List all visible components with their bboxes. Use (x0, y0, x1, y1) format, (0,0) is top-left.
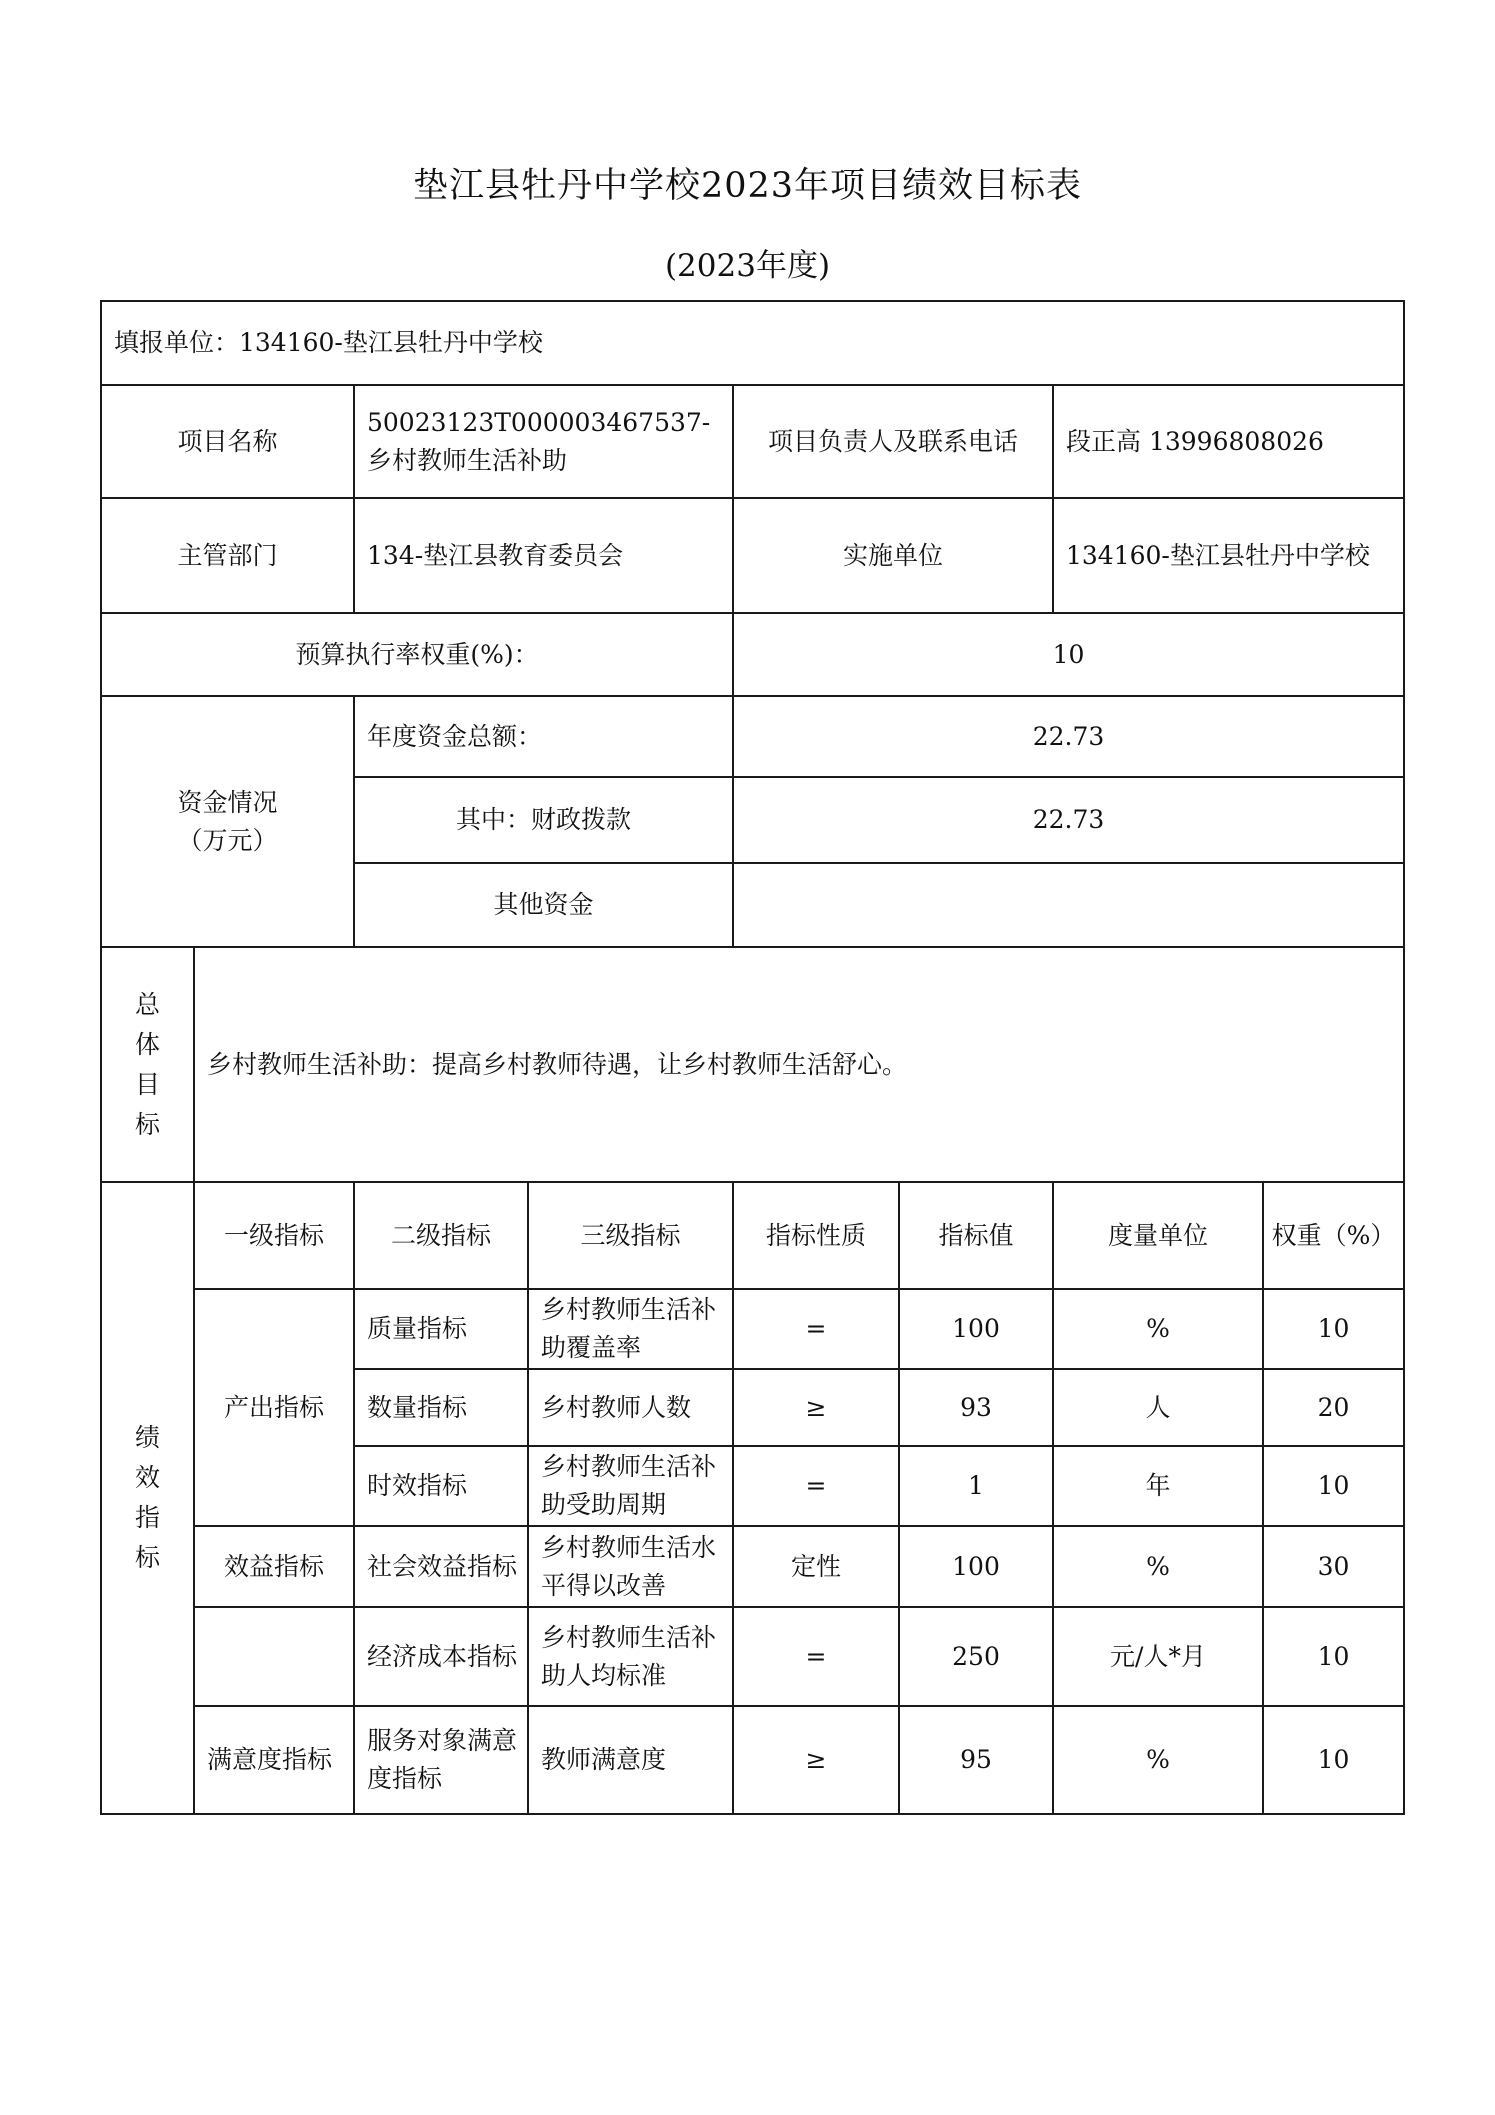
indicators-label-char: 标 (134, 1543, 160, 1572)
unit-cell: 人 (1053, 1369, 1263, 1446)
level2-cell: 社会效益指标 (354, 1526, 528, 1607)
level3-cell: 乡村教师生活补助受助周期 (528, 1446, 733, 1526)
implementing-unit-label: 实施单位 (733, 498, 1053, 613)
funds-other-label: 其他资金 (354, 863, 733, 947)
nature-cell: 定性 (733, 1526, 899, 1607)
value-cell: 250 (899, 1607, 1053, 1706)
document-title: 垫江县牡丹中学校2023年项目绩效目标表 (412, 166, 1083, 206)
indicator-row (101, 1526, 1404, 1607)
nature-cell: = (733, 1289, 899, 1369)
project-name-label: 项目名称 (101, 385, 354, 498)
header-nature: 指标性质 (733, 1182, 899, 1289)
unit-cell: % (1053, 1289, 1263, 1369)
project-name-row (101, 385, 1404, 498)
funds-label-line1: 资金情况 (177, 787, 278, 817)
level1-output: 产出指标 (194, 1289, 354, 1526)
indicator-row (101, 1607, 1404, 1706)
overall-goal-row (101, 947, 1404, 1182)
header-level3: 三级指标 (528, 1182, 733, 1289)
weight-cell: 20 (1263, 1369, 1404, 1446)
nature-cell: = (733, 1446, 899, 1526)
level2-cell: 数量指标 (354, 1369, 528, 1446)
header-value: 指标值 (899, 1182, 1053, 1289)
project-name-value: 50023123T000003467537-乡村教师生活补助 (354, 385, 733, 498)
header-level1: 一级指标 (194, 1182, 354, 1289)
nature-cell: ≥ (733, 1369, 899, 1446)
level3-cell: 乡村教师生活水平得以改善 (528, 1526, 733, 1607)
value-cell: 100 (899, 1526, 1053, 1607)
nature-cell: ≥ (733, 1706, 899, 1814)
unit-cell: % (1053, 1706, 1263, 1814)
funds-label (101, 696, 354, 947)
funds-fiscal-label: 其中：财政拨款 (354, 777, 733, 863)
performance-target-table (100, 300, 1405, 1815)
document-subtitle: (2023年度) (664, 248, 831, 284)
level1-benefit: 效益指标 (194, 1526, 354, 1607)
header-level2: 二级指标 (354, 1182, 528, 1289)
level3-cell: 乡村教师生活补助人均标准 (528, 1607, 733, 1706)
level2-cell: 时效指标 (354, 1446, 528, 1526)
indicator-header-row (101, 1182, 1404, 1289)
unit-cell: % (1053, 1526, 1263, 1607)
level1-empty (194, 1607, 354, 1706)
department-row (101, 498, 1404, 613)
value-cell: 93 (899, 1369, 1053, 1446)
level3-cell: 教师满意度 (528, 1706, 733, 1814)
level2-cell: 经济成本指标 (354, 1607, 528, 1706)
funds-fiscal-value: 22.73 (733, 777, 1404, 863)
indicator-row (101, 1706, 1404, 1814)
level2-cell: 服务对象满意度指标 (354, 1706, 528, 1814)
project-manager-value: 段正高 13996808026 (1053, 385, 1404, 498)
header-unit: 度量单位 (1053, 1182, 1263, 1289)
unit-cell: 元/人*月 (1053, 1607, 1263, 1706)
value-cell: 100 (899, 1289, 1053, 1369)
funds-other-value (733, 863, 1404, 947)
funds-label-line2: （万元） (177, 825, 278, 855)
reporting-unit: 填报单位：134160-垫江县牡丹中学校 (101, 301, 1404, 385)
overall-goal-label (101, 947, 194, 1182)
funds-total-row (101, 696, 1404, 777)
reporting-unit-row (101, 301, 1404, 385)
weight-cell: 10 (1263, 1607, 1404, 1706)
goal-label-char: 体 (134, 1029, 160, 1059)
indicator-row (101, 1289, 1404, 1369)
funds-total-label: 年度资金总额： (354, 696, 733, 777)
department-label: 主管部门 (101, 498, 354, 613)
overall-goal-text: 乡村教师生活补助：提高乡村教师待遇，让乡村教师生活舒心。 (194, 947, 1404, 1182)
goal-label-char: 标 (134, 1109, 160, 1139)
level1-satisfaction: 满意度指标 (194, 1706, 354, 1814)
weight-cell: 10 (1263, 1706, 1404, 1814)
header-weight: 权重（%） (1263, 1182, 1404, 1289)
value-cell: 1 (899, 1446, 1053, 1526)
weight-cell: 10 (1263, 1289, 1404, 1369)
department-value: 134-垫江县教育委员会 (354, 498, 733, 613)
goal-label-char: 目 (134, 1069, 160, 1099)
budget-weight-row (101, 613, 1404, 696)
implementing-unit-value: 134160-垫江县牡丹中学校 (1053, 498, 1404, 613)
funds-total-value: 22.73 (733, 696, 1404, 777)
nature-cell: = (733, 1607, 899, 1706)
budget-weight-label: 预算执行率权重(%)： (101, 613, 733, 696)
level3-cell: 乡村教师人数 (528, 1369, 733, 1446)
indicators-label-char: 指 (134, 1503, 160, 1532)
indicators-label-char: 绩 (134, 1423, 160, 1452)
goal-label-char: 总 (134, 989, 160, 1019)
weight-cell: 10 (1263, 1446, 1404, 1526)
indicators-label (101, 1182, 194, 1814)
unit-cell: 年 (1053, 1446, 1263, 1526)
level2-cell: 质量指标 (354, 1289, 528, 1369)
project-manager-label: 项目负责人及联系电话 (733, 385, 1053, 498)
budget-weight-value: 10 (733, 613, 1404, 696)
value-cell: 95 (899, 1706, 1053, 1814)
indicators-label-char: 效 (134, 1463, 160, 1492)
weight-cell: 30 (1263, 1526, 1404, 1607)
level3-cell: 乡村教师生活补助覆盖率 (528, 1289, 733, 1369)
